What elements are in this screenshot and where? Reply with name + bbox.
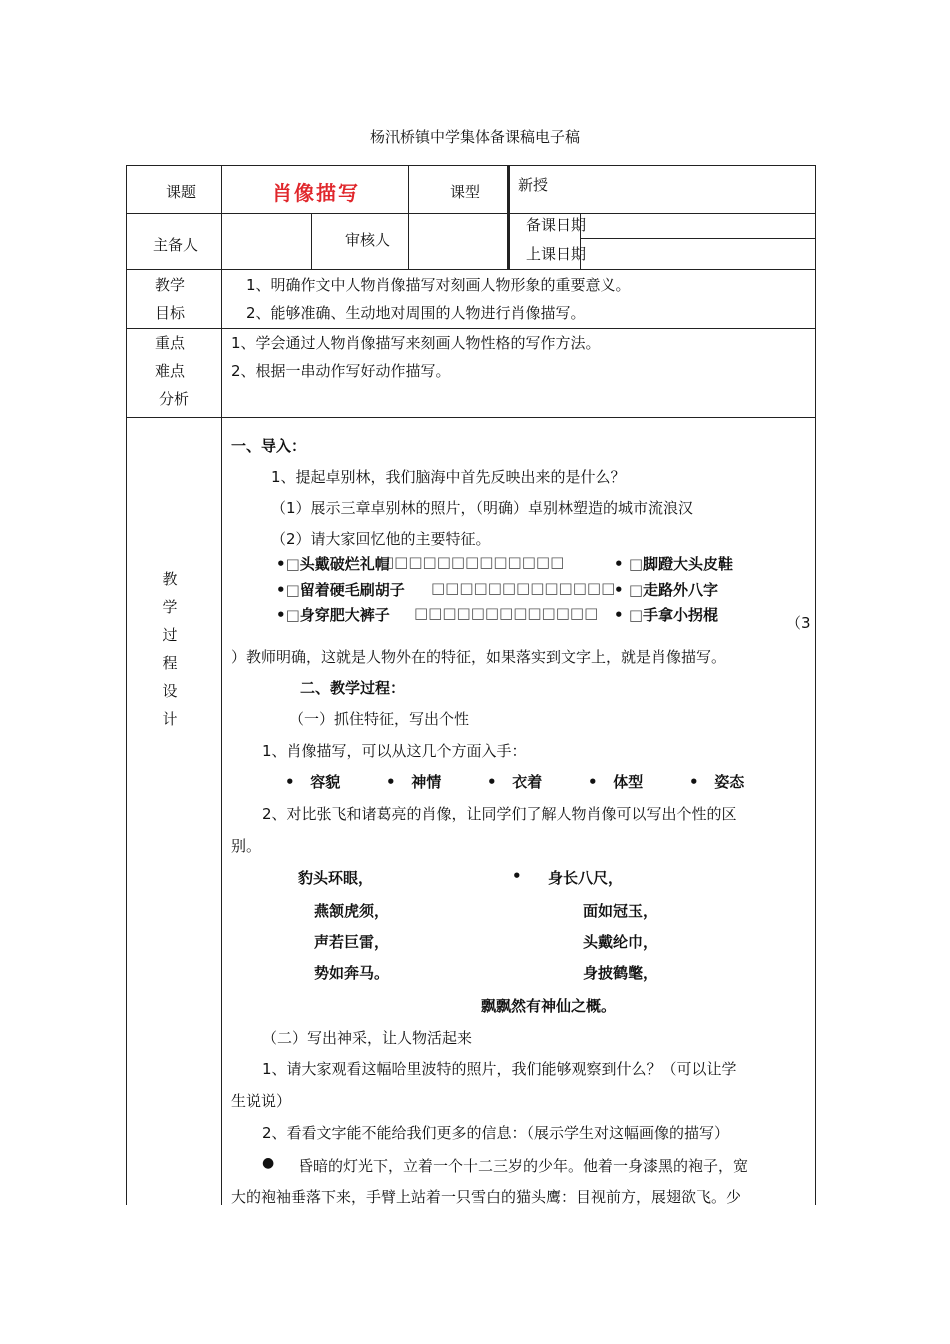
process-label-char: 设 — [162, 682, 178, 700]
table-border — [126, 165, 127, 1205]
feature-left: 留着硬毛刷胡子 — [299, 581, 405, 599]
table-border — [508, 165, 509, 269]
feature-row: • □手拿小拐棍 — [614, 606, 719, 624]
table-border — [408, 165, 409, 269]
keypoint-item: 1、学会通过人物肖像描写来刻画人物性格的写作方法。 — [231, 334, 601, 352]
feature-right: 手拿小拐棍 — [643, 606, 719, 624]
paragraph: （3 — [786, 614, 811, 632]
keypoints-label: 重点 — [155, 334, 186, 352]
goal-item: 2、能够准确、生动地对周围的人物进行肖像描写。 — [246, 304, 586, 322]
lead-preparer-label: 主备人 — [153, 236, 199, 254]
zhuge-line: 飘飘然有神仙之概。 — [481, 997, 617, 1015]
goals-label: 目标 — [155, 304, 186, 322]
reviewer-label: 审核人 — [345, 231, 391, 249]
feature-row: •□身穿肥大裤子 — [276, 606, 390, 624]
paragraph: 2、看看文字能不能给我们更多的信息：（展示学生对这幅画像的描写） — [262, 1124, 730, 1142]
table-border — [815, 165, 816, 1205]
keypoint-item: 2、根据一串动作写好动作描写。 — [231, 362, 451, 380]
aspect-item: • 姿态 — [689, 773, 745, 791]
paragraph: 生说说） — [231, 1092, 292, 1110]
prep-date-label: 备课日期 — [526, 216, 587, 234]
bullet: ● — [262, 1155, 275, 1171]
keypoints-label: 难点 — [155, 362, 186, 380]
table-border — [126, 165, 816, 166]
zhuge-line: 面如冠玉， — [583, 902, 659, 920]
bullet: • — [512, 867, 522, 885]
paragraph: 大的袍袖垂落下来，手臂上站着一只雪白的猫头鹰：目视前方，展翅欲飞。少 — [231, 1188, 742, 1206]
feature-left: 头戴破烂礼帽 — [299, 555, 390, 573]
feature-row: • □脚蹬大头皮鞋 — [614, 555, 734, 573]
bullet: • — [614, 581, 624, 599]
process-label-char: 教 — [162, 570, 178, 588]
bullet: • — [276, 581, 286, 599]
table-border — [126, 213, 816, 214]
topic-label: 课题 — [166, 183, 197, 201]
feature-left: 身穿肥大裤子 — [299, 606, 390, 624]
zhangfei-line: 势如奔马。 — [314, 964, 390, 982]
paragraph: 1、肖像描写，可以从这几个方面入手： — [262, 742, 527, 760]
paragraph: 1、请大家观看这幅哈里波特的照片，我们能够观察到什么？（可以让学 — [262, 1060, 737, 1078]
bullet: • — [276, 606, 286, 624]
topic-value: 肖像描写 — [272, 181, 360, 205]
paragraph: 别。 — [231, 837, 262, 855]
goals-label: 教学 — [155, 276, 186, 294]
process-label-char: 程 — [162, 654, 178, 672]
aspect-item: • 体型 — [588, 773, 644, 791]
table-border — [509, 165, 510, 269]
section-heading: 一、导入： — [231, 437, 307, 455]
document-title: 杨汛桥镇中学集体备课稿电子稿 — [369, 128, 580, 146]
process-label-char: 计 — [162, 710, 178, 728]
aspect-item: • 神情 — [386, 773, 442, 791]
feature-right: 走路外八字 — [643, 581, 719, 599]
bullet: • — [276, 555, 286, 573]
paragraph: （2）请大家回忆他的主要特征。 — [271, 530, 491, 548]
feature-row: • □走路外八字 — [614, 581, 719, 599]
paragraph: （1）展示三章卓别林的照片，（明确）卓别林塑造的城市流浪汉 — [271, 499, 694, 517]
zhuge-line: 头戴纶巾， — [583, 933, 659, 951]
aspect-item: • 容貌 — [285, 773, 341, 791]
subsection-heading: （二）写出神采，让人物活起来 — [262, 1029, 473, 1047]
table-border — [221, 165, 222, 1205]
bullet: • — [614, 555, 624, 573]
table-border — [580, 238, 816, 239]
zhuge-line: 身长八尺， — [548, 869, 624, 887]
class-date-label: 上课日期 — [526, 245, 587, 263]
bullet: • — [614, 606, 624, 624]
paragraph: 昏暗的灯光下，立着一个十二三岁的少年。他着一身漆黑的袍子，宽 — [298, 1157, 749, 1175]
feature-row: •□留着硬毛刷胡子 — [276, 581, 405, 599]
table-border — [126, 269, 816, 270]
filler-boxes: □□□□□□□□□□□□□ — [431, 579, 616, 597]
feature-row: •□头戴破烂礼帽 — [276, 555, 390, 573]
process-label — [155, 565, 185, 733]
process-label-char: 学 — [162, 598, 178, 616]
process-label-char: 过 — [162, 626, 178, 644]
section-heading: 二、教学过程： — [300, 679, 406, 697]
type-label: 课型 — [450, 183, 481, 201]
paragraph: 1、提起卓别林，我们脑海中首先反映出来的是什么？ — [271, 468, 626, 486]
table-border — [126, 328, 816, 329]
keypoints-label: 分析 — [159, 390, 190, 408]
zhangfei-line: 燕颔虎须， — [314, 902, 390, 920]
type-value: 新授 — [518, 176, 549, 194]
filler-boxes: □□□□□□□□□□□□□ — [414, 604, 599, 622]
feature-right: 脚蹬大头皮鞋 — [643, 555, 734, 573]
aspect-item: • 衣着 — [487, 773, 543, 791]
paragraph: 2、对比张飞和诸葛亮的肖像，让同学们了解人物肖像可以写出个性的区 — [262, 805, 737, 823]
table-border — [126, 417, 816, 418]
table-border — [311, 213, 312, 269]
paragraph: ）教师明确，这就是人物外在的特征，如果落实到文字上，就是肖像描写。 — [231, 648, 727, 666]
zhangfei-line: 豹头环眼， — [298, 869, 374, 887]
zhuge-line: 身披鹤氅， — [583, 964, 659, 982]
zhangfei-line: 声若巨雷， — [314, 933, 390, 951]
subsection-heading: （一）抓住特征，写出个性 — [289, 710, 470, 728]
filler-boxes: □□□□□□□□□□□□□ — [380, 553, 565, 571]
goal-item: 1、明确作文中人物肖像描写对刻画人物形象的重要意义。 — [246, 276, 631, 294]
